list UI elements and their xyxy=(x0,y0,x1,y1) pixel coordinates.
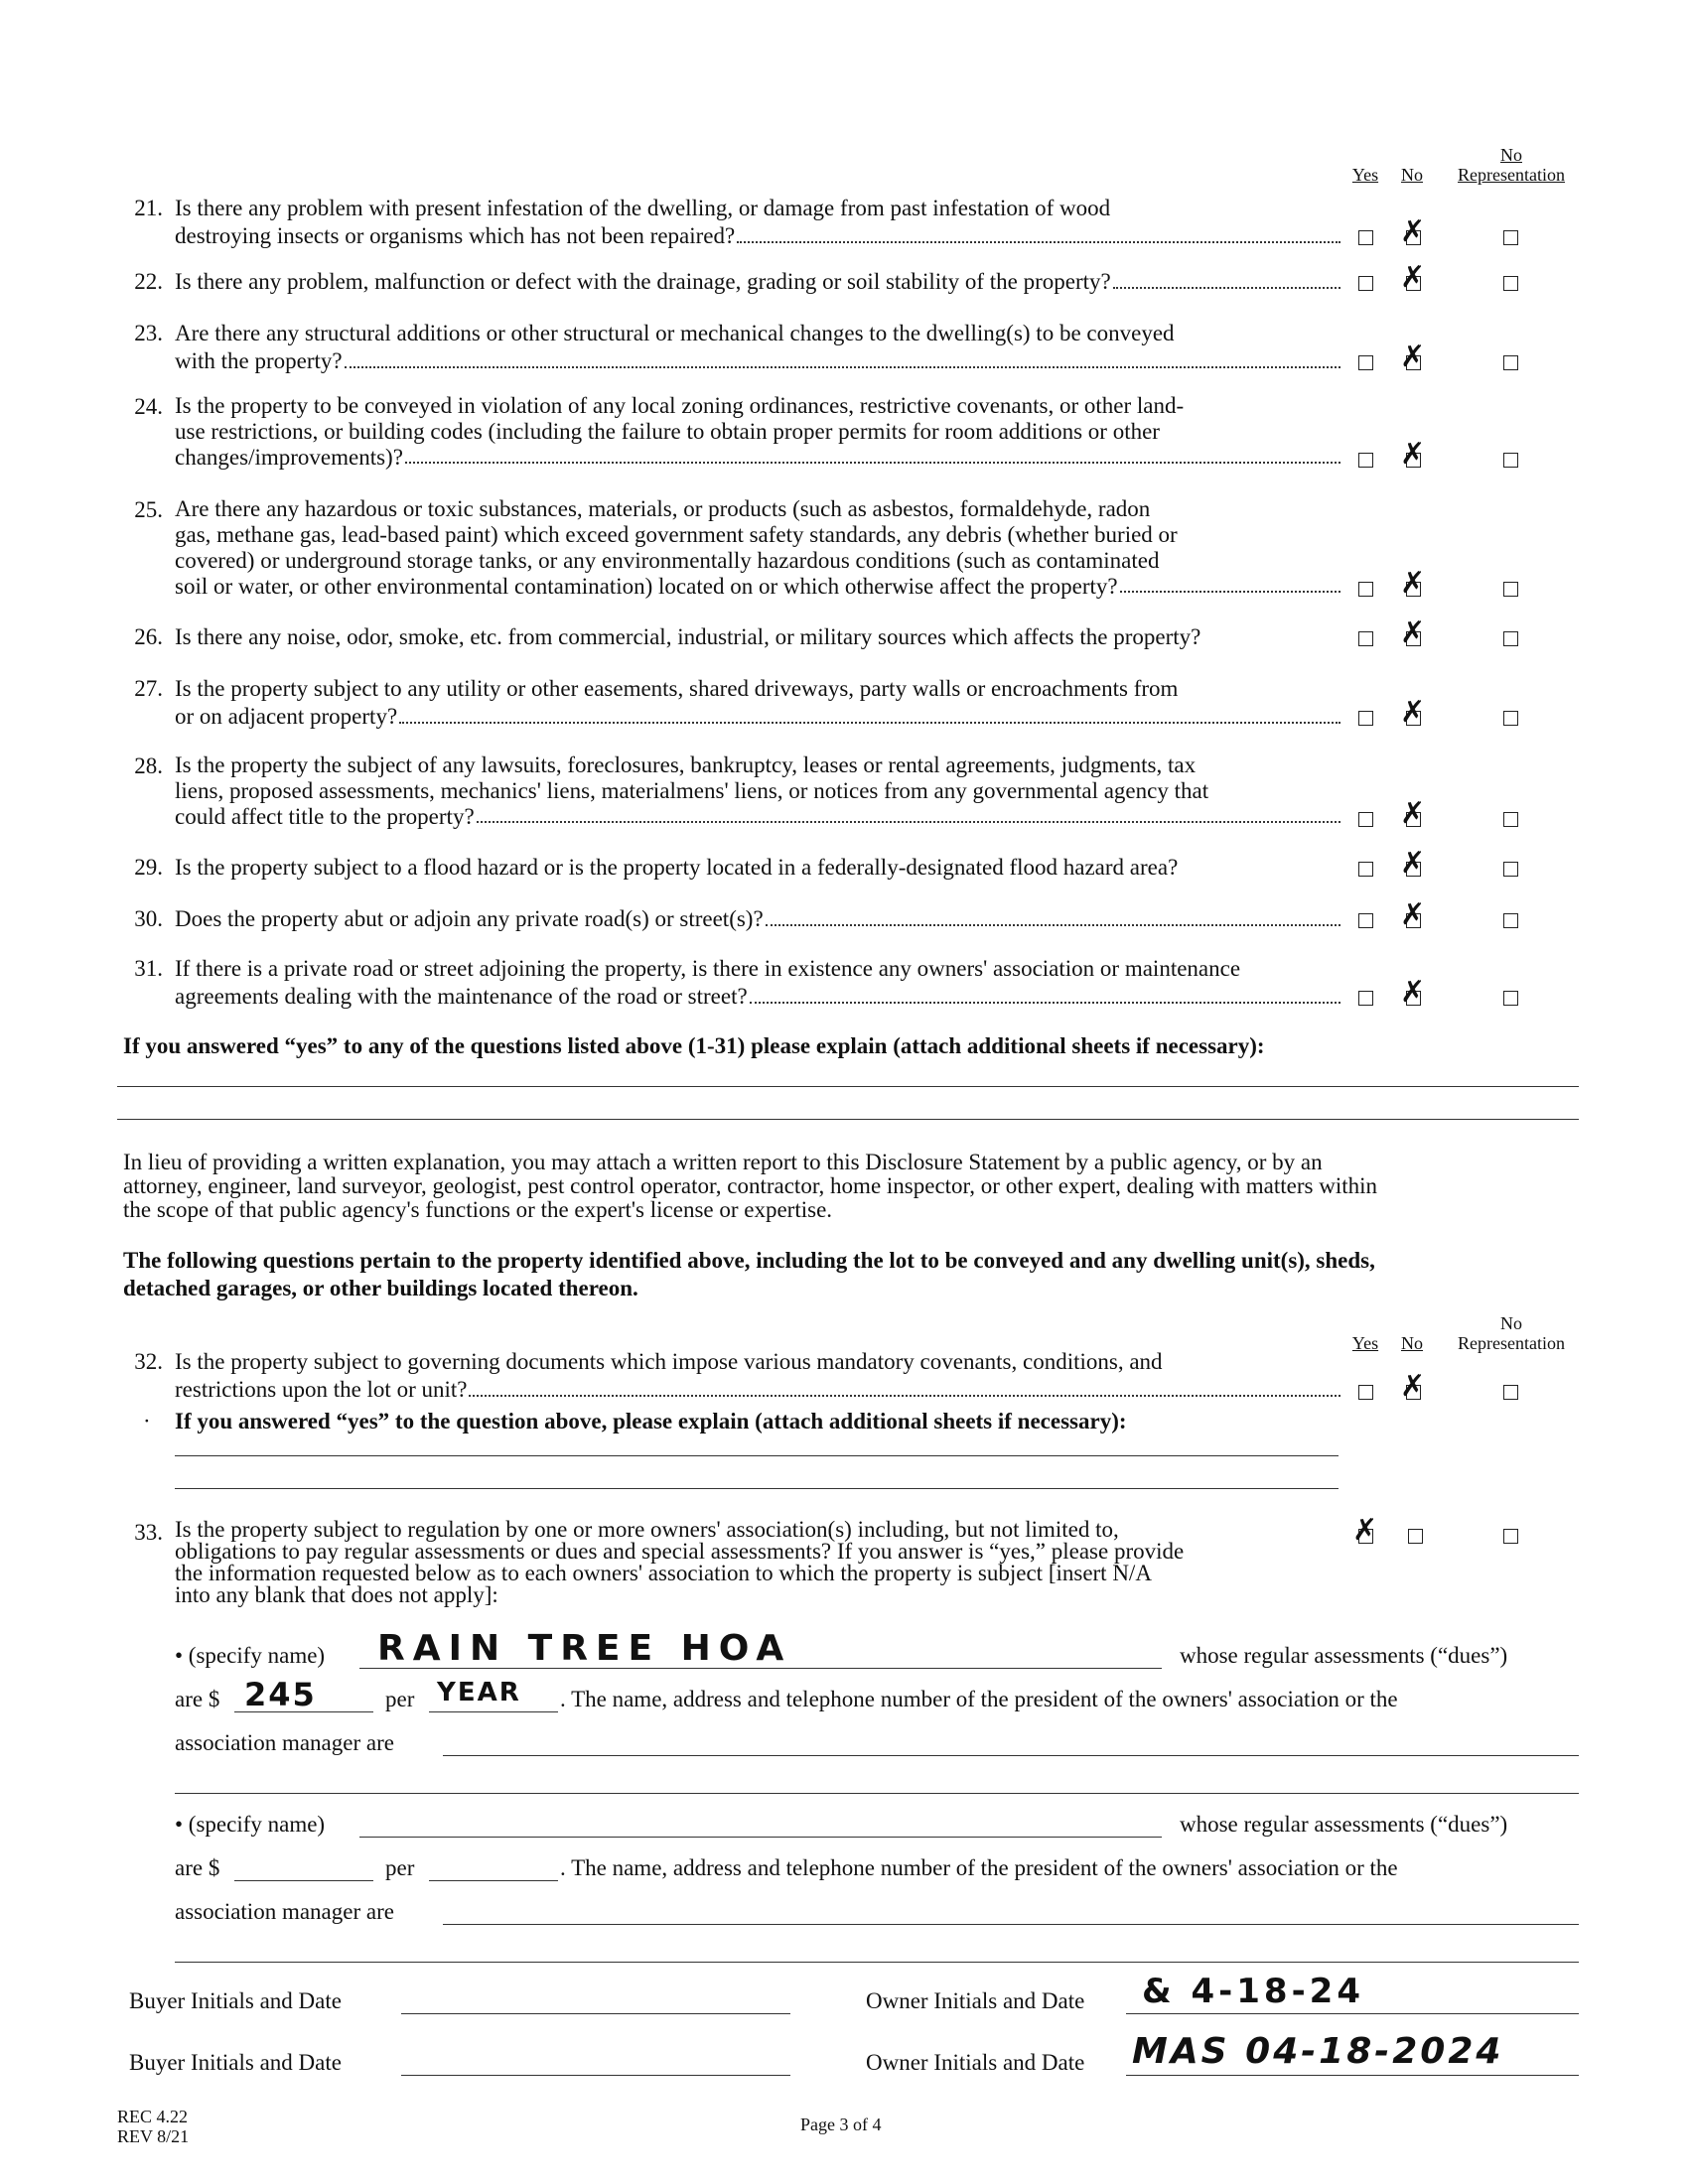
assoc2-name-line[interactable] xyxy=(359,1837,1162,1838)
assoc2-per-label: per xyxy=(385,1855,415,1880)
form-revision: REV 8/21 xyxy=(117,2126,190,2146)
q25-norep-checkbox[interactable] xyxy=(1503,582,1518,597)
question-number: 32. xyxy=(134,1349,163,1374)
assoc2-manager-line[interactable] xyxy=(443,1924,1579,1925)
no-rep-header2-line2: Representation xyxy=(1458,1333,1565,1353)
q23-norep-checkbox[interactable] xyxy=(1503,355,1518,370)
q28-yes-checkbox[interactable] xyxy=(1358,812,1373,827)
q23-yes-checkbox[interactable] xyxy=(1358,355,1373,370)
assoc2-period-line[interactable] xyxy=(429,1880,558,1881)
assoc1-manager-line-2[interactable] xyxy=(175,1793,1579,1794)
question-text-leader-line: changes/improvements)? xyxy=(175,445,1342,471)
buyer-initials-line-1[interactable] xyxy=(401,2013,790,2014)
q29-checkmark-icon: ✗ xyxy=(1400,846,1426,881)
assoc1-specify-label: • (specify name) xyxy=(175,1643,326,1668)
assoc1-name-address-label: . The name, address and telephone number of the president of the owners' association or the xyxy=(560,1687,1398,1711)
question-text-leader-line: could affect title to the property? xyxy=(175,804,1342,830)
owner-initials-value-1: & 4-18-24 xyxy=(1142,1972,1364,2011)
question-number: 27. xyxy=(134,676,163,701)
assoc2-whose-label: whose regular assessments (“dues”) xyxy=(1180,1812,1508,1837)
yes-header: Yes xyxy=(1351,165,1379,185)
q30-checkmark-icon: ✗ xyxy=(1400,897,1426,932)
q27-yes-checkbox[interactable] xyxy=(1358,711,1373,726)
question-text-line: Is the property subject to governing documents which impose various mandatory covenants, conditions, and xyxy=(175,1349,1163,1374)
question-number: 30. xyxy=(134,906,163,931)
question-number: 31. xyxy=(134,956,163,981)
yes-header2: Yes xyxy=(1351,1333,1379,1353)
q26-checkmark-icon: ✗ xyxy=(1400,615,1426,650)
question-text-line: obligations to pay regular assessments or dues and special assessments? If you answer is “yes,” please provide xyxy=(175,1539,1185,1564)
question-number: 29. xyxy=(134,855,163,880)
following-line-1: The following questions pertain to the property identified above, including the lot to be conveyed and any dwelling unit(s), sheds, xyxy=(123,1248,1375,1273)
q33-no-checkbox[interactable] xyxy=(1408,1529,1423,1544)
question-text-leader-line: Is the property subject to a flood hazard or is the property located in a federally-designated flood hazard area? xyxy=(175,855,1179,880)
q33-norep-checkbox[interactable] xyxy=(1503,1529,1518,1544)
assoc1-manager-label: association manager are xyxy=(175,1730,394,1755)
owner-initials-value-2: MAS 04-18-2024 xyxy=(1132,2031,1504,2072)
assoc1-are-label: are $ xyxy=(175,1687,220,1711)
question-text-line: If there is a private road or street adjoining the property, is there in existence any owners' association or maintenance xyxy=(175,956,1241,981)
q32-norep-checkbox[interactable] xyxy=(1503,1385,1518,1400)
question-text-line: Are there any structural additions or other structural or mechanical changes to the dwelling(s) to be conveyed xyxy=(175,321,1175,345)
buyer-initials-label-2: Buyer Initials and Date xyxy=(129,2050,342,2075)
assoc1-whose-label: whose regular assessments (“dues”) xyxy=(1180,1643,1508,1668)
question-text-line: covered) or underground storage tanks, or any environmentally hazardous conditions (such as contaminated xyxy=(175,548,1160,573)
no-header: No xyxy=(1401,165,1423,185)
assoc2-name-address-label: . The name, address and telephone number of the president of the owners' association or the xyxy=(560,1855,1398,1880)
explain-line-2[interactable] xyxy=(117,1119,1579,1120)
q22-norep-checkbox[interactable] xyxy=(1503,276,1518,291)
q24-checkmark-icon: ✗ xyxy=(1400,437,1426,472)
q22-checkmark-icon: ✗ xyxy=(1400,260,1426,295)
q31-norep-checkbox[interactable] xyxy=(1503,991,1518,1006)
q28-checkmark-icon: ✗ xyxy=(1400,796,1426,831)
assoc1-per-label: per xyxy=(385,1687,415,1711)
q28-norep-checkbox[interactable] xyxy=(1503,812,1518,827)
buyer-initials-label-1: Buyer Initials and Date xyxy=(129,1988,342,2013)
q24-norep-checkbox[interactable] xyxy=(1503,453,1518,468)
explain-1-31-heading: If you answered “yes” to any of the questions listed above (1-31) please explain (attach additional sheets if necessary): xyxy=(123,1033,1265,1058)
q21-yes-checkbox[interactable] xyxy=(1358,230,1373,245)
question-number: 24. xyxy=(134,394,163,419)
assoc1-name-value: RAIN TREE HOA xyxy=(377,1628,792,1669)
assoc2-manager-label: association manager are xyxy=(175,1899,394,1924)
question-text-line: Is the property to be conveyed in violation of any local zoning ordinances, restrictive covenants, or other land- xyxy=(175,393,1185,418)
lieu-line-2: attorney, engineer, land surveyor, geologist, pest control operator, contractor, home inspector, or other expert, dealing with matters within xyxy=(123,1173,1377,1198)
no-header2: No xyxy=(1401,1333,1423,1353)
q32-explain-line-2[interactable] xyxy=(175,1488,1339,1489)
owner-initials-line-1[interactable] xyxy=(1126,2013,1579,2014)
question-text-line: liens, proposed assessments, mechanics' liens, materialmens' liens, or notices from any governmental agency that xyxy=(175,778,1209,803)
q27-checkmark-icon: ✗ xyxy=(1400,695,1426,730)
explain-line-1[interactable] xyxy=(117,1086,1579,1087)
owner-initials-label-1: Owner Initials and Date xyxy=(866,1988,1085,2013)
q31-checkmark-icon: ✗ xyxy=(1400,975,1426,1010)
question-text-leader-line: agreements dealing with the maintenance of the road or street? xyxy=(175,983,1342,1011)
q26-norep-checkbox[interactable] xyxy=(1503,631,1518,646)
no-rep-header2-line1: No xyxy=(1500,1313,1522,1333)
owner-initials-line-2[interactable] xyxy=(1126,2075,1579,2076)
question-text-leader-line: restrictions upon the lot or unit? xyxy=(175,1376,1342,1404)
question-text-line: Is the property subject to any utility or other easements, shared driveways, party walls or encroachments from xyxy=(175,676,1179,701)
question-text-leader-line: Does the property abut or adjoin any private road(s) or street(s)? xyxy=(175,905,1342,933)
question-text-line: gas, methane gas, lead-based paint) which exceed government safety standards, any debris (whether buried or xyxy=(175,522,1178,547)
q27-norep-checkbox[interactable] xyxy=(1503,711,1518,726)
assoc1-period-line[interactable] xyxy=(429,1711,558,1712)
question-text-line: Is the property the subject of any lawsuits, foreclosures, bankruptcy, leases or rental agreements, judgments, tax xyxy=(175,752,1197,777)
q30-norep-checkbox[interactable] xyxy=(1503,913,1518,928)
page-number: Page 3 of 4 xyxy=(800,2115,882,2134)
q21-checkmark-icon: ✗ xyxy=(1400,214,1426,249)
assoc1-period-value: YEAR xyxy=(437,1678,521,1707)
assoc1-manager-line[interactable] xyxy=(443,1755,1579,1756)
question-text-line: the information requested below as to each owners' association to which the property is subject [insert N/A xyxy=(175,1561,1152,1585)
q29-yes-checkbox[interactable] xyxy=(1358,862,1373,877)
question-number: 21. xyxy=(134,196,163,220)
assoc2-amount-line[interactable] xyxy=(234,1880,373,1881)
assoc1-amount-value: 245 xyxy=(244,1676,317,1713)
q32-bullet: · xyxy=(143,1409,151,1433)
lieu-paragraph xyxy=(123,1151,1583,1222)
question-text-line: Is the property subject to regulation by one or more owners' association(s) including, but not limited to, xyxy=(175,1517,1119,1542)
assoc2-manager-line-2[interactable] xyxy=(175,1962,1579,1963)
question-number: 33. xyxy=(134,1520,163,1545)
assoc2-are-label: are $ xyxy=(175,1855,220,1880)
question-number: 25. xyxy=(134,497,163,522)
question-text-line: Is there any problem with present infestation of the dwelling, or damage from past infestation of wood xyxy=(175,196,1111,220)
lieu-line-3: the scope of that public agency's functions or the expert's license or expertise. xyxy=(123,1197,833,1222)
q23-checkmark-icon: ✗ xyxy=(1400,340,1426,374)
question-text-leader-line: Is there any problem, malfunction or defect with the drainage, grading or soil stability of the property? xyxy=(175,268,1342,296)
q32-explain-heading: If you answered “yes” to the question above, please explain (attach additional sheets if necessary): xyxy=(175,1409,1127,1433)
q26-yes-checkbox[interactable] xyxy=(1358,631,1373,646)
question-number: 28. xyxy=(134,753,163,778)
q32-no-checkmark-icon: ✗ xyxy=(1400,1369,1426,1404)
lieu-line-1: In lieu of providing a written explanation, you may attach a written report to this Disclosure Statement by a public agency, or by an xyxy=(123,1150,1323,1174)
question-number: 22. xyxy=(134,269,163,294)
owner-initials-label-2: Owner Initials and Date xyxy=(866,2050,1085,2075)
no-rep-header-line1: No xyxy=(1500,145,1522,165)
question-text-leader-line: Is there any noise, odor, smoke, etc. from commercial, industrial, or military sources which affects the property? xyxy=(175,624,1201,649)
q25-checkmark-icon: ✗ xyxy=(1400,566,1426,601)
question-number: 26. xyxy=(134,624,163,649)
question-text-leader-line: or on adjacent property? xyxy=(175,703,1342,731)
question-text-line: Are there any hazardous or toxic substances, materials, or products (such as asbestos, formaldehyde, radon xyxy=(175,496,1151,521)
q30-yes-checkbox[interactable] xyxy=(1358,913,1373,928)
question-text-leader-line: with the property? xyxy=(175,347,1342,375)
question-text-line: use restrictions, or building codes (including the failure to obtain proper permits for room additions or other xyxy=(175,419,1160,444)
q33-yes-checkmark-icon: ✗ xyxy=(1352,1513,1378,1548)
following-line-2: detached garages, or other buildings located thereon. xyxy=(123,1276,638,1300)
q32-yes-checkbox[interactable] xyxy=(1358,1385,1373,1400)
buyer-initials-line-2[interactable] xyxy=(401,2075,790,2076)
q21-norep-checkbox[interactable] xyxy=(1503,230,1518,245)
question-text-line: into any blank that does not apply]: xyxy=(175,1582,498,1607)
q31-yes-checkbox[interactable] xyxy=(1358,991,1373,1006)
q25-yes-checkbox[interactable] xyxy=(1358,582,1373,597)
q22-yes-checkbox[interactable] xyxy=(1358,276,1373,291)
question-number: 23. xyxy=(134,321,163,345)
question-text-leader-line: destroying insects or organisms which has not been repaired? xyxy=(175,222,1342,250)
question-text-leader-line: soil or water, or other environmental contamination) located on or which otherwise affect the property? xyxy=(175,574,1342,600)
q24-yes-checkbox[interactable] xyxy=(1358,453,1373,468)
q29-norep-checkbox[interactable] xyxy=(1503,862,1518,877)
assoc2-specify-label: • (specify name) xyxy=(175,1812,326,1837)
following-bold-paragraph xyxy=(123,1247,1583,1302)
q32-explain-line-1[interactable] xyxy=(175,1455,1339,1456)
no-rep-header-line2: Representation xyxy=(1458,165,1565,185)
form-number: REC 4.22 xyxy=(117,2107,189,2126)
